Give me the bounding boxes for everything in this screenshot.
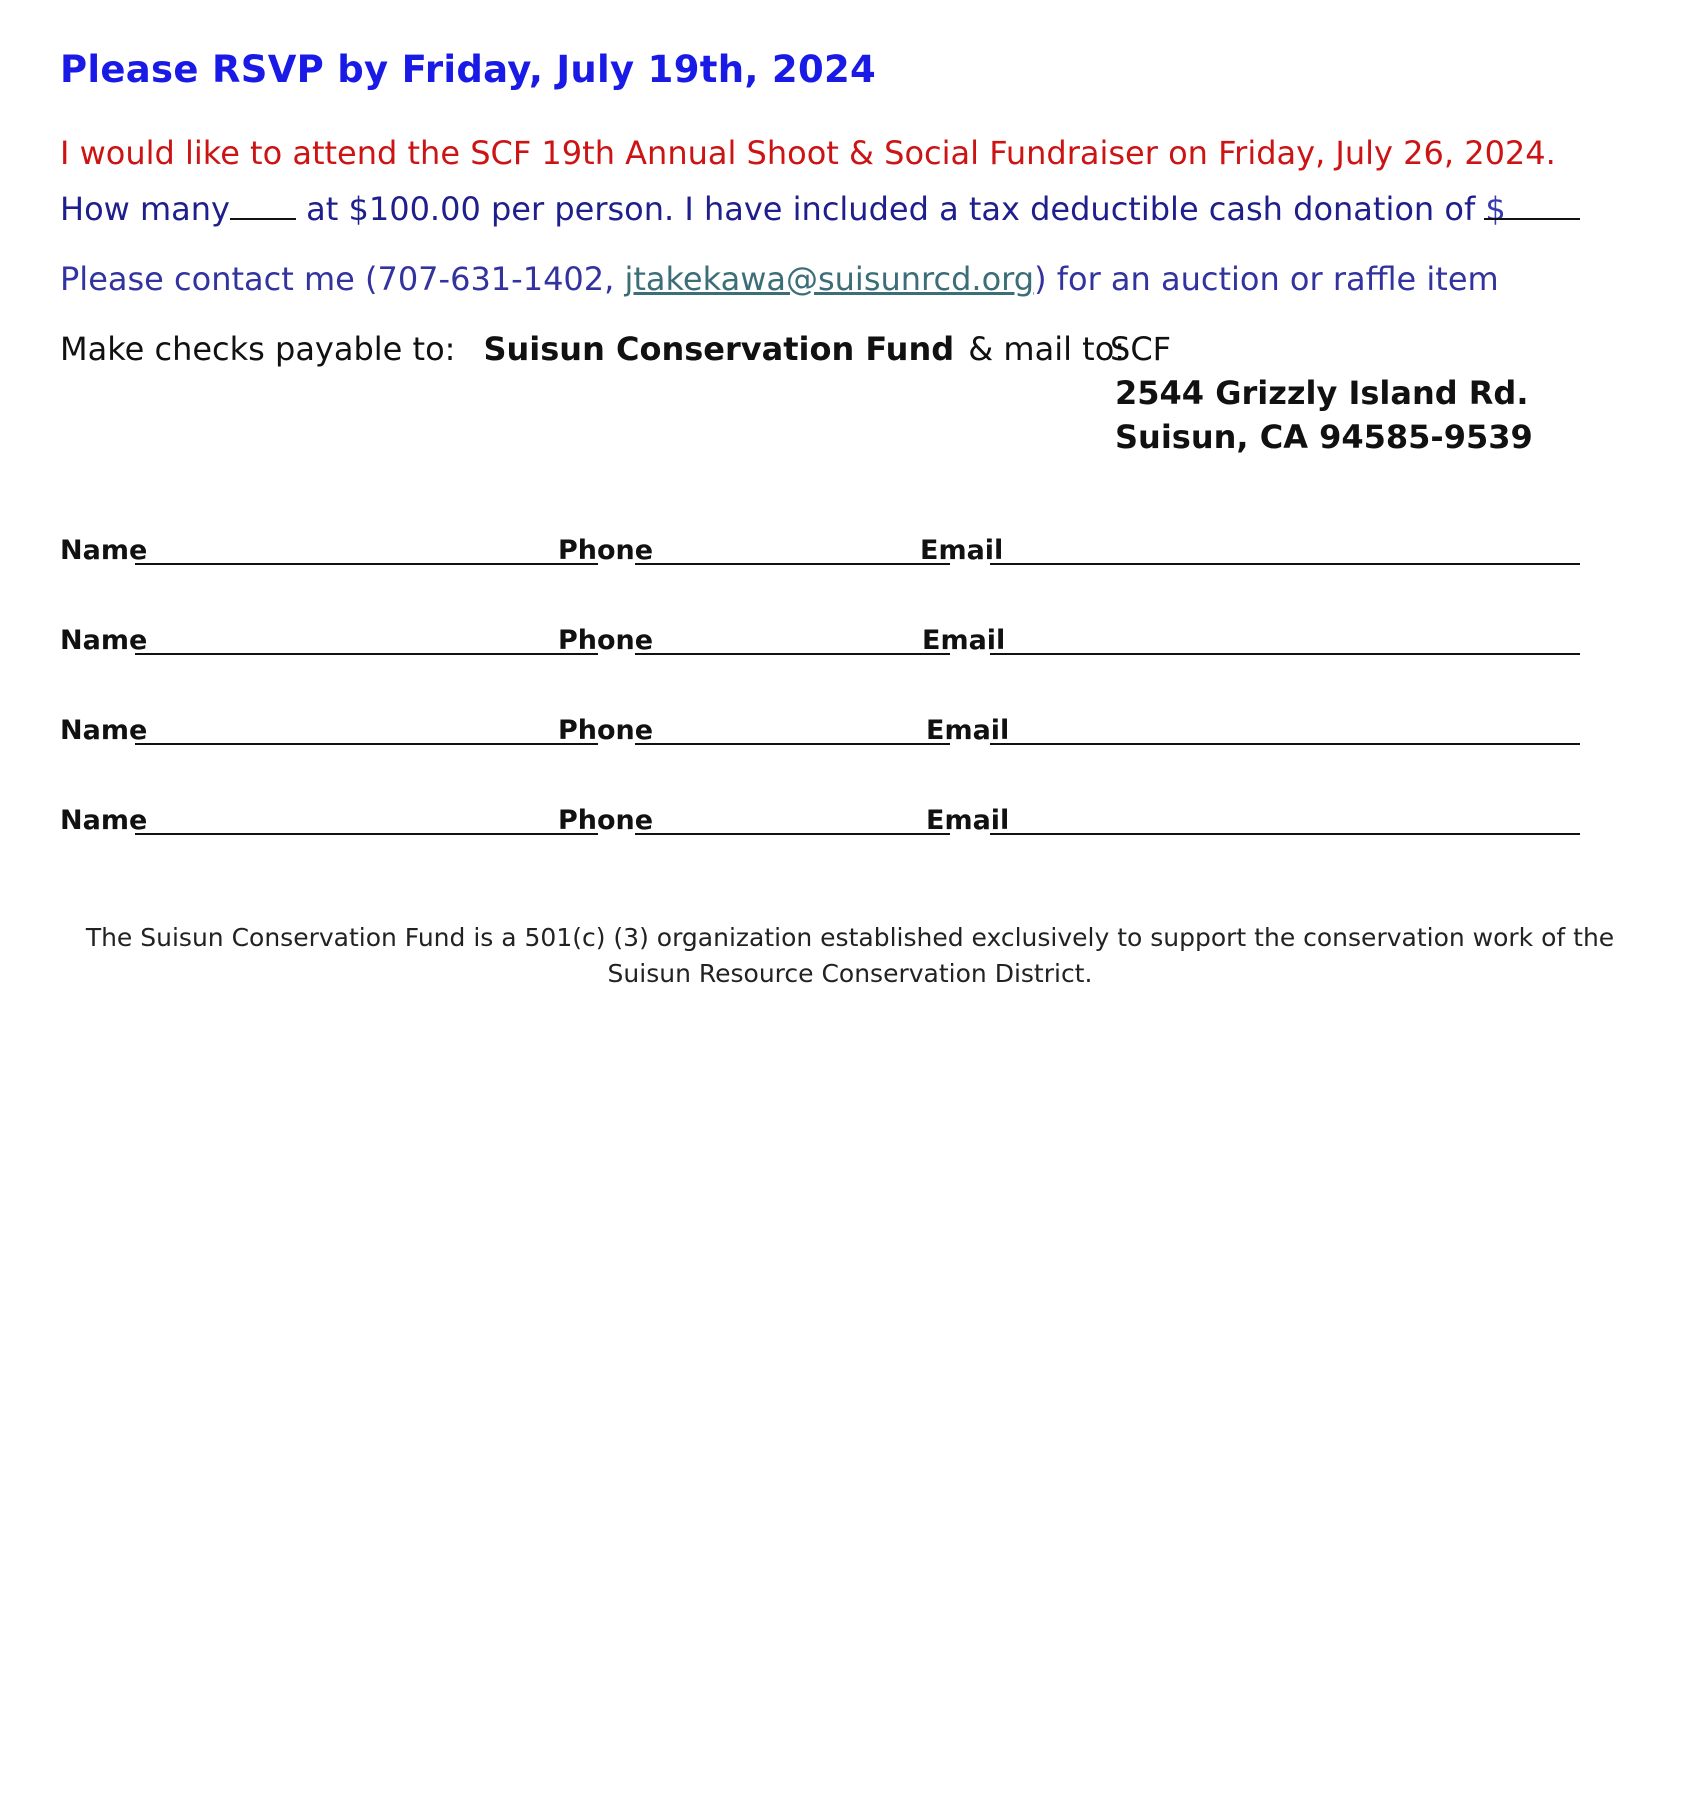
- attendee-row: [60, 715, 1540, 805]
- email-label: Email: [926, 805, 1010, 836]
- email-input[interactable]: [990, 713, 1584, 745]
- attendee-form: [60, 535, 1540, 895]
- how-many-blank[interactable]: [230, 188, 296, 220]
- phone-label: Phone: [558, 625, 654, 656]
- name-input[interactable]: [135, 623, 602, 655]
- name-input[interactable]: [135, 533, 602, 565]
- phone-input[interactable]: [635, 623, 954, 655]
- attend-statement: I would like to attend the SCF 19th Annual Shoot & Social Fundraiser on Friday, July 26, 2024.: [60, 134, 1556, 172]
- phone-input[interactable]: [635, 533, 954, 565]
- contact-suffix: ) for an auction or raffle item: [1034, 260, 1499, 298]
- contact-email-link[interactable]: jtakekawa@suisunrcd.org: [624, 260, 1035, 298]
- donation-blank[interactable]: [1484, 188, 1580, 220]
- email-input[interactable]: [990, 803, 1584, 835]
- how-many-label: How many: [60, 190, 230, 228]
- attendee-row: [60, 625, 1540, 715]
- phone-input[interactable]: [635, 713, 954, 745]
- contact-prefix: Please contact me (707-631-1402,: [60, 260, 615, 298]
- contact-line: [60, 260, 1499, 298]
- rsvp-heading: Please RSVP by Friday, July 19th, 2024: [60, 48, 877, 91]
- price-donation-text: at $100.00 per person. I have included a tax deductible cash donation of: [306, 190, 1476, 228]
- name-input[interactable]: [135, 713, 602, 745]
- address-line-2: 2544 Grizzly Island Rd.: [1115, 374, 1529, 412]
- footer-line-1: The Suisun Conservation Fund is a 501(c) (3) organization established exclusively to support the conservation work of the: [85, 923, 1615, 952]
- fund-name: Suisun Conservation Fund: [483, 330, 955, 368]
- address-line-1: SCF: [1110, 330, 1172, 368]
- attendance-line: [60, 188, 1580, 228]
- address-line-3: Suisun, CA 94585-9539: [1115, 418, 1533, 456]
- email-label: Email: [920, 535, 1004, 566]
- attendee-row: [60, 805, 1540, 895]
- name-label: Name: [60, 535, 148, 566]
- phone-input[interactable]: [635, 803, 954, 835]
- checks-payable-label: Make checks payable to:: [60, 330, 456, 368]
- name-label: Name: [60, 715, 148, 746]
- dollar-sign: $: [1485, 190, 1506, 228]
- email-label: Email: [926, 715, 1010, 746]
- phone-label: Phone: [558, 805, 654, 836]
- email-label: Email: [922, 625, 1006, 656]
- email-input[interactable]: [990, 533, 1584, 565]
- checks-payable-line: [60, 330, 1125, 368]
- name-input[interactable]: [135, 803, 602, 835]
- name-label: Name: [60, 625, 148, 656]
- phone-label: Phone: [558, 535, 654, 566]
- mail-to-label: & mail to:: [968, 330, 1126, 368]
- name-label: Name: [60, 805, 148, 836]
- attendee-row: [60, 535, 1540, 625]
- footer-line-2: Suisun Resource Conservation District.: [607, 959, 1093, 988]
- footer-note: [0, 920, 1700, 992]
- phone-label: Phone: [558, 715, 654, 746]
- email-input[interactable]: [990, 623, 1584, 655]
